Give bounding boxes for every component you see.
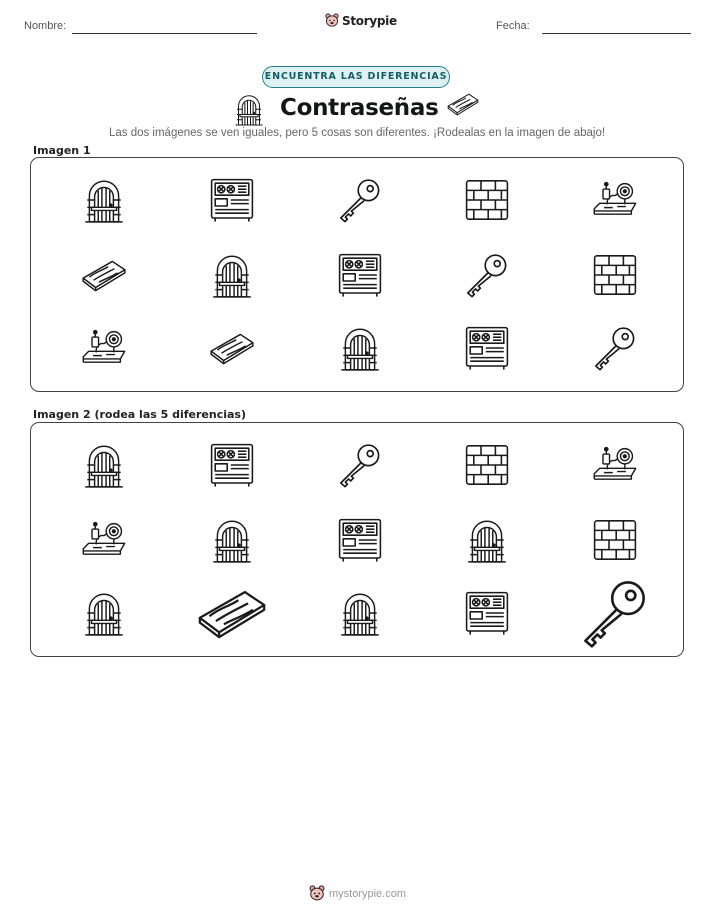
activity-badge: ENCUENTRA LAS DIFERENCIAS [262,66,450,88]
door-icon [80,176,128,224]
image1-label: Imagen 1 [33,144,91,157]
brick-wall-icon [463,176,511,224]
safe-icon [336,251,384,299]
door-icon [208,251,256,299]
instructions: Las dos imágenes se ven iguales, pero 5 cosas son diferentes. ¡Rodealas en la imagen de abajo! [108,127,606,139]
safe-icon[interactable] [463,589,511,637]
brand-name: Storypie [342,14,397,28]
safe-icon [463,324,511,372]
name-label: Nombre: [24,20,67,32]
footer [309,885,406,903]
wood-plank-icon [208,324,256,372]
date-label: Fecha: [496,20,530,32]
image1-panel [30,157,684,392]
lever-switch-icon[interactable] [80,516,128,564]
door-icon[interactable] [208,516,256,564]
page-title: Contraseñas [280,95,439,121]
brick-wall-icon[interactable] [591,516,639,564]
wood-plank-icon [446,92,480,124]
image2-label: Imagen 2 (rodea las 5 diferencias) [33,408,247,421]
brand-logo [325,13,397,29]
key-icon[interactable] [336,441,384,489]
brick-wall-icon [591,251,639,299]
door-icon[interactable] [80,441,128,489]
key-icon[interactable] [578,576,652,650]
door-icon[interactable] [80,589,128,637]
key-icon [336,176,384,224]
date-line[interactable] [542,33,691,34]
door-icon [336,324,384,372]
lever-switch-icon[interactable] [591,441,639,489]
door-icon[interactable] [336,589,384,637]
name-line[interactable] [72,33,257,34]
footer-url: mystorypie.com [329,888,407,900]
door-icon[interactable] [463,516,511,564]
wood-plank-icon [80,251,128,299]
brick-wall-icon[interactable] [463,441,511,489]
door-icon [234,92,264,124]
storypie-bear-icon [309,885,325,903]
safe-icon [208,176,256,224]
safe-icon[interactable] [208,441,256,489]
wood-plank-icon[interactable] [195,576,269,650]
storypie-bear-icon [325,13,339,29]
title-row [0,92,714,124]
key-icon [591,324,639,372]
lever-switch-icon [591,176,639,224]
key-icon [463,251,511,299]
lever-switch-icon [80,324,128,372]
image2-panel[interactable] [30,422,684,657]
safe-icon[interactable] [336,516,384,564]
